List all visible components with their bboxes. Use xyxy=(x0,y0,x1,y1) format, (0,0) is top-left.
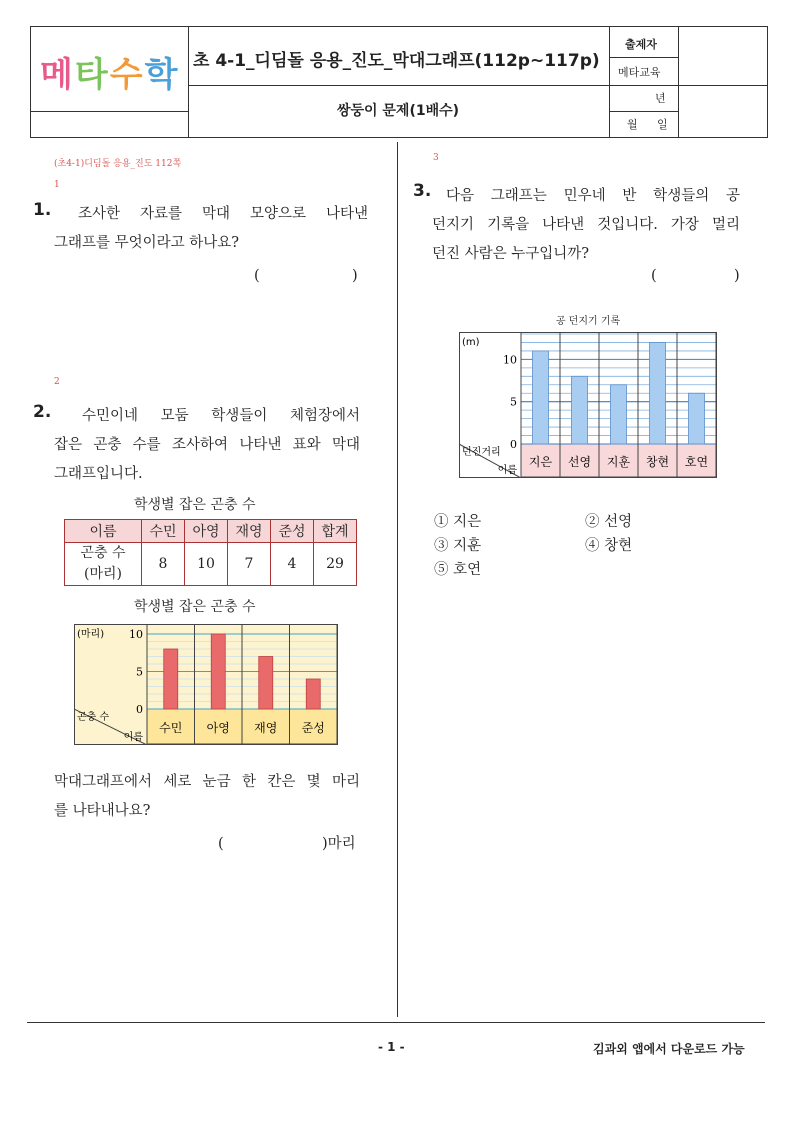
category-label: 선영 xyxy=(567,455,592,469)
question-text: 그래프를 무엇이라고 하나요? xyxy=(54,235,240,251)
option-4: ④ 창현 xyxy=(585,538,633,554)
bar xyxy=(259,657,273,710)
question-text: 던진 사람은 누구입니까? xyxy=(432,246,590,262)
question-number: 1. xyxy=(33,200,52,220)
bar xyxy=(572,376,588,444)
divider xyxy=(188,27,189,138)
table-cell: 준성 xyxy=(271,520,314,543)
chart-title: 공 던지기 기록 xyxy=(555,316,621,327)
table-cell: 재영 xyxy=(228,520,271,543)
bar xyxy=(689,393,705,444)
bar xyxy=(164,649,178,709)
category-label: 재영 xyxy=(254,721,278,735)
question-text: 그래프입니다. xyxy=(54,466,143,482)
question-index: 3 xyxy=(433,153,439,163)
bar xyxy=(306,679,320,709)
tick-label: 10 xyxy=(129,628,143,641)
corner-bottom-label: 이름 xyxy=(123,732,143,743)
footer-line xyxy=(27,1022,765,1023)
table-cell: 7 xyxy=(228,543,271,586)
question-text: 수민이네 모둠 학생들이 체험장에서 xyxy=(82,408,360,424)
question-text: 조사한 자료를 막대 모양으로 나타낸 xyxy=(78,206,368,222)
bar xyxy=(611,385,627,444)
question-index: 1 xyxy=(54,180,60,190)
table-cell: 4 xyxy=(271,543,314,586)
page-subtitle: 쌍둥이 문제(1배수) xyxy=(336,103,460,119)
category-label: 준성 xyxy=(301,721,325,735)
category-label: 수민 xyxy=(159,721,183,735)
tick-label: 5 xyxy=(136,665,143,679)
table-cell: 8 xyxy=(142,543,185,586)
table-row xyxy=(65,520,357,543)
corner-top-label: 곤충 수 xyxy=(77,712,110,723)
page-title: 초 4-1_디딤돌 응용_진도_막대그래프(112p~117p) xyxy=(193,51,600,71)
question-text: 던지기 기록을 나타낸 것입니다. 가장 멀리 xyxy=(432,217,740,233)
question-text: 다음 그래프는 민우네 반 학생들의 공 xyxy=(446,188,740,204)
question-text: 잡은 곤충 수를 조사하여 나타낸 표와 막대 xyxy=(54,437,360,453)
table-row-label: 곤충 수 (마리) xyxy=(65,543,142,586)
logo: 메타수학 xyxy=(40,55,180,95)
table-cell: 합계 xyxy=(314,520,357,543)
table-caption: 학생별 잡은 곤충 수 xyxy=(134,497,256,513)
bar xyxy=(650,342,666,444)
tick-label: 5 xyxy=(510,395,517,409)
data-table xyxy=(64,519,357,586)
question-number: 3. xyxy=(413,181,432,201)
category-label: 지훈 xyxy=(606,455,631,469)
option-1: ① 지은 xyxy=(434,514,482,530)
page-number: - 1 - xyxy=(378,1040,405,1054)
question-number: 2. xyxy=(33,402,52,422)
footer-note: 김과외 앱에서 다운로드 가능 xyxy=(593,1042,745,1056)
year-label: 년 xyxy=(655,92,666,105)
category-label: 지은 xyxy=(528,455,553,469)
table-cell: 아영 xyxy=(185,520,228,543)
divider xyxy=(609,27,610,138)
option-3: ③ 지훈 xyxy=(434,538,482,554)
source-label: (초4-1)디딤돌 응용_진도 112쪽 xyxy=(54,159,182,169)
corner-top-label: 던진거리 xyxy=(462,447,501,458)
divider xyxy=(678,27,679,138)
bar xyxy=(533,351,549,444)
table-row xyxy=(65,543,357,586)
tick-label: 0 xyxy=(510,438,517,451)
divider xyxy=(188,85,768,86)
y-axis-label: (마리) xyxy=(77,629,105,640)
answer-close: ) xyxy=(734,268,740,284)
category-label: 창현 xyxy=(645,455,670,469)
category-label: 호연 xyxy=(684,455,709,469)
y-axis-label: (m) xyxy=(462,337,480,348)
tick-label: 10 xyxy=(503,353,517,367)
answer-close: ) xyxy=(352,268,358,284)
answer-open: ( xyxy=(218,836,224,852)
table-cell: 수민 xyxy=(142,520,185,543)
divider xyxy=(31,111,189,112)
corner-bottom-label: 이름 xyxy=(497,465,517,476)
author-label: 출제자 xyxy=(625,38,657,51)
question-text: 를 나타내나요? xyxy=(54,803,151,819)
insect-bar-chart xyxy=(74,624,338,745)
question-index: 2 xyxy=(54,377,60,387)
chart-caption: 학생별 잡은 곤충 수 xyxy=(134,599,256,615)
column-divider xyxy=(397,142,398,1017)
table-cell: 이름 xyxy=(65,520,142,543)
option-5: ⑤ 호연 xyxy=(434,562,482,578)
month-label: 월 xyxy=(627,118,638,131)
tick-label: 0 xyxy=(136,703,143,716)
divider xyxy=(609,111,679,112)
option-2: ② 선영 xyxy=(585,514,633,530)
bar xyxy=(211,634,225,709)
answer-open: ( xyxy=(254,268,260,284)
category-label: 아영 xyxy=(206,721,230,735)
table-cell: 10 xyxy=(185,543,228,586)
throw-bar-chart xyxy=(459,332,717,478)
answer-close: )마리 xyxy=(322,836,356,852)
day-label: 일 xyxy=(657,118,668,131)
answer-open: ( xyxy=(651,268,657,284)
question-text: 막대그래프에서 세로 눈금 한 칸은 몇 마리 xyxy=(54,774,360,790)
divider xyxy=(609,57,679,58)
table-cell: 29 xyxy=(314,543,357,586)
author-value: 메타교육 xyxy=(618,66,661,79)
